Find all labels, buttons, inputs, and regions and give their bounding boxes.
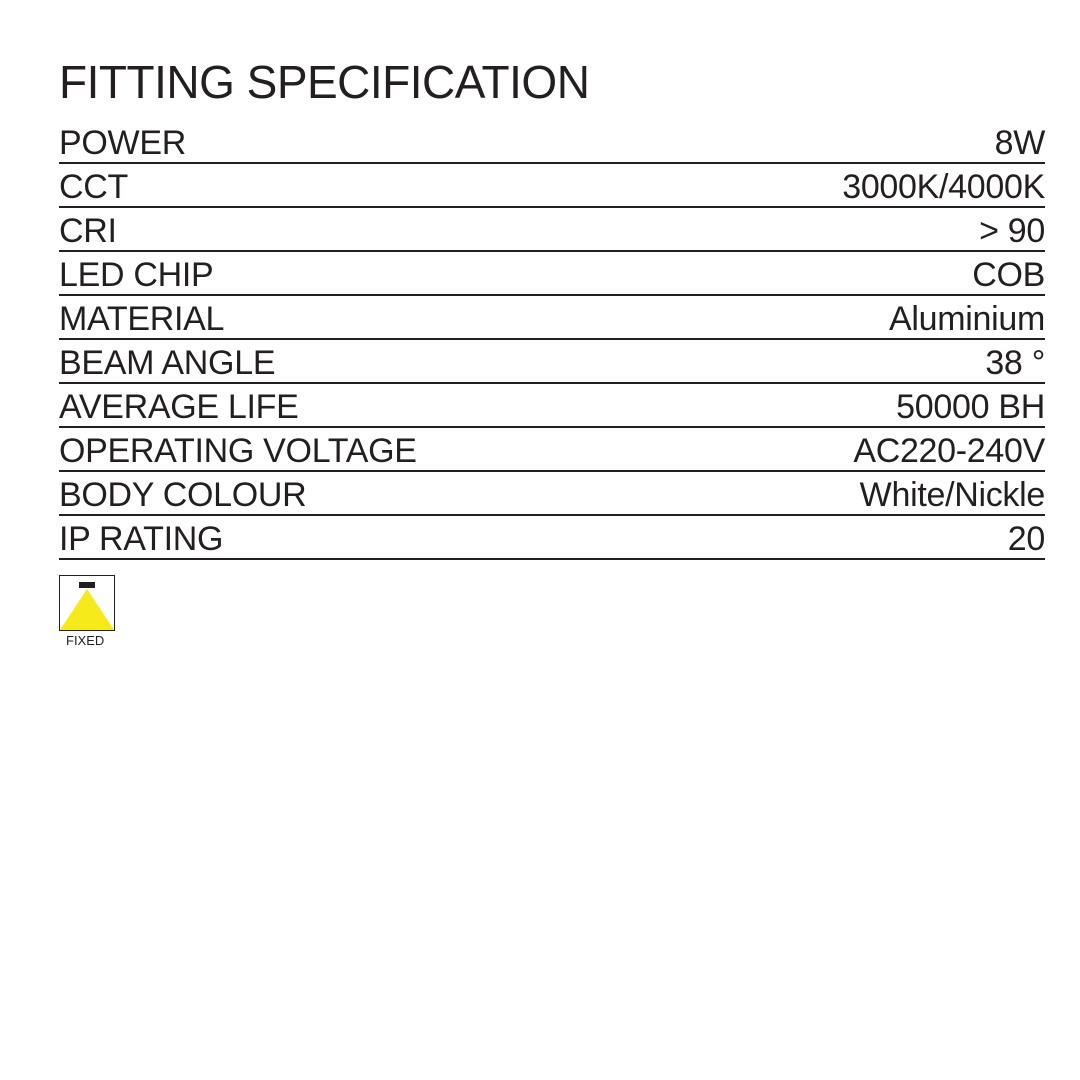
- spec-row-cct: [59, 164, 1045, 208]
- spec-value: 50000 BH: [896, 388, 1045, 426]
- spec-label: OPERATING VOLTAGE: [59, 432, 417, 470]
- spec-label: BEAM ANGLE: [59, 344, 276, 382]
- spec-label: BODY COLOUR: [59, 476, 307, 514]
- spec-row-ip-rating: [59, 516, 1045, 560]
- spec-row-power: [59, 120, 1045, 164]
- page-title: FITTING SPECIFICATION: [59, 56, 590, 108]
- spec-value: 8W: [994, 124, 1045, 162]
- spec-value: AC220-240V: [853, 432, 1045, 470]
- spec-row-led-chip: [59, 252, 1045, 296]
- spec-row-average-life: [59, 384, 1045, 428]
- light-beam-shape: [60, 589, 114, 630]
- spec-row-cri: [59, 208, 1045, 252]
- spec-label: CCT: [59, 168, 128, 206]
- spec-value: White/Nickle: [859, 476, 1045, 514]
- spec-label: CRI: [59, 212, 117, 250]
- fixed-beam-icon: [59, 575, 115, 631]
- spec-value: Aluminium: [888, 300, 1045, 338]
- spec-label: LED CHIP: [59, 256, 214, 294]
- fixed-badge: [59, 575, 115, 649]
- spec-row-operating-voltage: [59, 428, 1045, 472]
- badge-caption: FIXED: [66, 633, 105, 648]
- spec-value: 20: [1007, 520, 1045, 558]
- lamp-head-shape: [79, 582, 95, 588]
- spec-value: > 90: [979, 212, 1045, 250]
- spec-value: COB: [972, 256, 1045, 294]
- spec-label: IP RATING: [59, 520, 224, 558]
- spec-value: 38 °: [985, 344, 1045, 382]
- spec-value: 3000K/4000K: [842, 168, 1045, 206]
- spec-row-beam-angle: [59, 340, 1045, 384]
- spec-row-body-colour: [59, 472, 1045, 516]
- spec-label: MATERIAL: [59, 300, 225, 338]
- spec-label: POWER: [59, 124, 186, 162]
- spec-list: [59, 120, 1045, 560]
- specification-sheet: [59, 52, 1045, 649]
- spec-row-material: [59, 296, 1045, 340]
- spec-label: AVERAGE LIFE: [59, 388, 299, 426]
